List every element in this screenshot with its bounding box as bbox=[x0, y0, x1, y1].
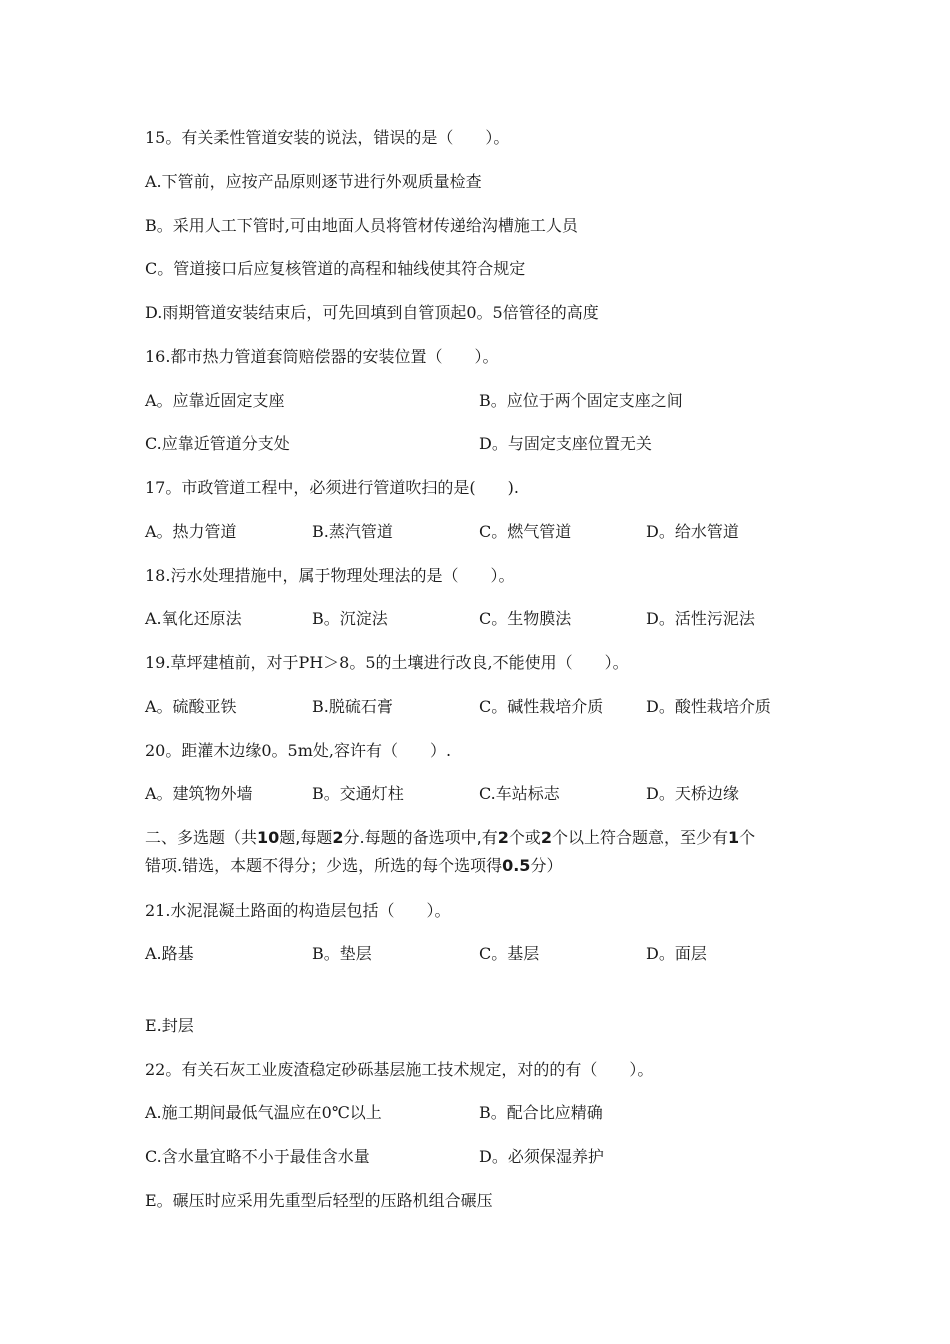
question-19-option-c: C。碱性栽培介质 bbox=[479, 697, 604, 716]
question-21-option-b: B。垫层 bbox=[312, 944, 372, 963]
question-17-stem: 17。市政管道工程中，必须进行管道吹扫的是( ). bbox=[145, 478, 519, 497]
section-text: 分.每题的备选项中,有 bbox=[343, 828, 498, 847]
section-number: 0.5 bbox=[502, 856, 531, 875]
section-text: 个或 bbox=[508, 828, 541, 847]
question-21-option-c: C。基层 bbox=[479, 944, 540, 963]
section-number: 2 bbox=[332, 828, 344, 847]
question-22-option-b: B。配合比应精确 bbox=[479, 1103, 603, 1122]
question-19-option-b: B.脱硫石膏 bbox=[312, 697, 393, 716]
section-number: 1 bbox=[728, 828, 740, 847]
question-21-option-d: D。面层 bbox=[646, 944, 707, 963]
question-17-option-a: A。热力管道 bbox=[145, 522, 237, 541]
question-20-option-d: D。天桥边缘 bbox=[646, 784, 739, 803]
question-21-option-a: A.路基 bbox=[145, 944, 194, 963]
question-15-option-a: A.下管前，应按产品原则逐节进行外观质量检查 bbox=[145, 172, 482, 191]
question-21-option-e: E.封层 bbox=[145, 1016, 194, 1035]
question-16-option-a: A。应靠近固定支座 bbox=[145, 391, 285, 410]
section-number: 2 bbox=[540, 828, 552, 847]
section-text: 错项.错选，本题不得分；少选，所选的每个选项得 bbox=[145, 856, 503, 875]
question-16-stem: 16.都市热力管道套筒赔偿器的安装位置（ ）。 bbox=[145, 347, 499, 366]
question-16-option-c: C.应靠近管道分支处 bbox=[145, 434, 290, 453]
question-19-option-d: D。酸性栽培介质 bbox=[646, 697, 771, 716]
question-17-option-d: D。给水管道 bbox=[646, 522, 739, 541]
question-20-option-b: B。交通灯柱 bbox=[312, 784, 404, 803]
question-15-stem: 15。有关柔性管道安装的说法，错误的是（ ）。 bbox=[145, 128, 510, 147]
section-text: 分） bbox=[530, 856, 563, 875]
section-text: 题,每题 bbox=[279, 828, 333, 847]
section-text: 个以上符合题意，至少有 bbox=[552, 828, 729, 847]
question-17-option-c: C。燃气管道 bbox=[479, 522, 572, 541]
question-20-option-c: C.车站标志 bbox=[479, 784, 560, 803]
question-15-option-d: D.雨期管道安装结束后，可先回填到自管顶起0。5倍管径的高度 bbox=[145, 303, 599, 322]
question-19-option-a: A。硫酸亚铁 bbox=[145, 697, 237, 716]
question-18-option-b: B。沉淀法 bbox=[312, 609, 388, 628]
question-22-stem: 22。有关石灰工业废渣稳定砂砾基层施工技术规定，对的的有（ ）。 bbox=[145, 1060, 654, 1079]
question-18-option-c: C。生物膜法 bbox=[479, 609, 572, 628]
question-15-option-b: B。采用人工下管时,可由地面人员将管材传递给沟槽施工人员 bbox=[145, 216, 578, 235]
question-18-option-a: A.氧化还原法 bbox=[145, 609, 242, 628]
section-number: 2 bbox=[497, 828, 509, 847]
question-22-option-a: A.施工期间最低气温应在0℃以上 bbox=[145, 1103, 382, 1122]
question-22-option-e: E。碾压时应采用先重型后轻型的压路机组合碾压 bbox=[145, 1191, 493, 1210]
question-18-stem: 18.污水处理措施中，属于物理处理法的是（ ）。 bbox=[145, 566, 515, 585]
question-15-option-c: C。管道接口后应复核管道的高程和轴线使其符合规定 bbox=[145, 259, 526, 278]
question-20-stem: 20。距灌木边缘0。5m处,容许有（ ）. bbox=[145, 741, 452, 760]
question-17-option-b: B.蒸汽管道 bbox=[312, 522, 393, 541]
question-22-option-c: C.含水量宜略不小于最佳含水量 bbox=[145, 1147, 370, 1166]
question-16-option-d: D。与固定支座位置无关 bbox=[479, 434, 652, 453]
section-heading-line-2 bbox=[145, 855, 562, 877]
section-text: 二、多选题（共 bbox=[145, 828, 258, 847]
question-21-stem: 21.水泥混凝土路面的构造层包括（ ）。 bbox=[145, 901, 451, 920]
section-text: 个 bbox=[739, 828, 756, 847]
question-22-option-d: D。必须保湿养护 bbox=[479, 1147, 604, 1166]
question-19-stem: 19.草坪建植前，对于PH＞8。5的土壤进行改良,不能使用（ ）。 bbox=[145, 653, 629, 672]
question-16-option-b: B。应位于两个固定支座之间 bbox=[479, 391, 683, 410]
question-18-option-d: D。活性污泥法 bbox=[646, 609, 755, 628]
question-20-option-a: A。建筑物外墙 bbox=[145, 784, 253, 803]
section-heading-line-1 bbox=[145, 827, 755, 849]
section-number: 10 bbox=[257, 828, 280, 847]
